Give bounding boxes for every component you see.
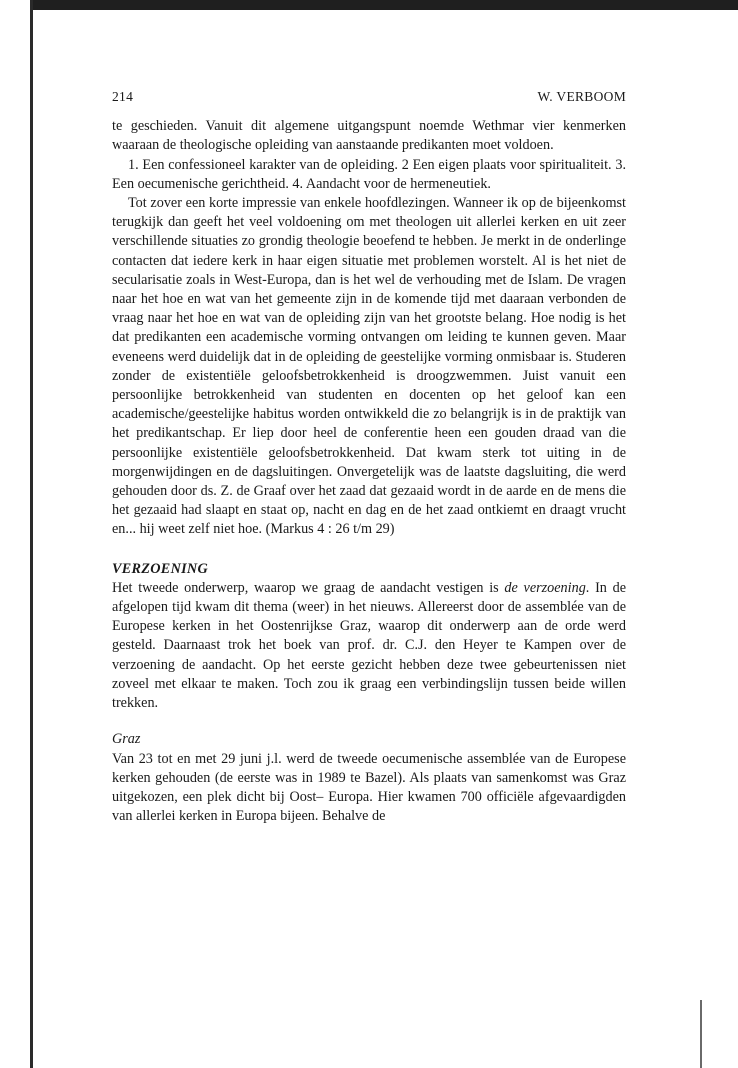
paragraph-criteria-list: 1. Een confessioneel karakter van de opleiding. 2 Een eigen plaats voor spiritualiteit. 3. Een oecumenische gerichtheid. 4. Aandacht voor de hermeneutiek. <box>112 156 626 192</box>
paragraph-graz: Van 23 tot en met 29 juni j.l. werd de tweede oecumenische assemblée van de Europese kerken gehouden (de eerste was in 1989 te Bazel). Als plaats van samenkomst was Graz uitgekozen, een plek dicht bij Oost– Europa. Hier kwamen 700 officiële afgevaardigden van allerlei kerken in Europa bijeen. Behalve de <box>112 750 626 825</box>
verzoening-text-before: Het tweede onderwerp, waarop we graag de aandacht vestigen is <box>112 579 505 596</box>
scan-border-right <box>700 1000 702 1068</box>
running-head <box>112 87 626 106</box>
subsection-heading-graz: Graz <box>112 731 141 748</box>
running-head-author: W. VERBOOM <box>537 89 626 104</box>
page-number: 214 <box>112 89 134 104</box>
page-content <box>112 87 626 826</box>
paragraph-impressions: Tot zover een korte impressie van enkele hoofdlezingen. Wanneer ik op de bijeenkomst terugkijk dan geeft het veel voldoening om met theologen uit allerlei kerken en uit zeer verschillende situaties zo grondig theologie beoefend te hebben. Je merkt in de onderlinge contacten dat iedere kerk in haar eigen situatie met problemen worstelt. Al is het niet de secularisatie zoals in West-Europa, dan is het wel de verhouding met de Islam. De vragen naar het hoe en wat van het gemeente zijn in de komende tijd met daaraan verbonden de vraag naar het hoe en wat van de opleiding zijn van het grootste belang. Hoe nodig is het dat predikanten een academische vorming ontvangen om leiding te kunnen geven. Maar eveneens werd duidelijk dat in de opleiding de geestelijke vorming onmisbaar is. Studeren zonder de existentiële geloofsbetrokkenheid is droogzwemmen. Juist vanuit een persoonlijke betrokkenheid van studenten en docenten op het geloof kan een academische/geestelijke habitus worden ontwikkeld die zo belangrijk is in de praktijk van het predikantschap. Er liep door heel de conferentie heen een gouden draad van die persoonlijke existentiële geloofsbetrokkenheid. Dat kwam sterk tot uiting in de morgenwijdingen en de dagsluitingen. Onvergetelijk was de laatste dagsluiting, die werd gehouden door ds. Z. de Graaf over het zaad dat gezaaid wordt in de aarde en de mens die het gezaaid had slaapt en staat op, nacht en dag en de het zaad ontkiemt en draagt vrucht en... hij weet zelf niet hoe. (Markus 4 : 26 t/m 29) <box>112 195 626 538</box>
scan-border-top <box>30 0 738 10</box>
verzoening-text-after: . In de afgelopen tijd kwam dit thema (weer) in het nieuws. Allereerst door de assemblée van de Europese kerken in het Oostenrijkse Graz, waarop dit onderwerp aan de orde werd gesteld. Daarnaast trok het boek van prof. dr. C.J. den Heyer te Kampen over de verzoening de aandacht. Op het eerste gezicht hebben deze twee gebeurtenissen niet zoveel met elkaar te maken. Toch zou ik graag een verbindingslijn tussen beide willen trekken. <box>112 579 626 712</box>
verzoening-emphasis: de verzoening <box>504 579 586 596</box>
scan-border-left <box>30 0 33 1068</box>
section-heading-verzoening: VERZOENING <box>112 560 209 577</box>
paragraph-continuation: te geschieden. Vanuit dit algemene uitgangspunt noemde Wethmar vier kenmerken waaraan de theologische opleiding van aanstaande predikanten moet voldoen. <box>112 118 626 154</box>
paragraph-verzoening-intro <box>112 579 626 713</box>
